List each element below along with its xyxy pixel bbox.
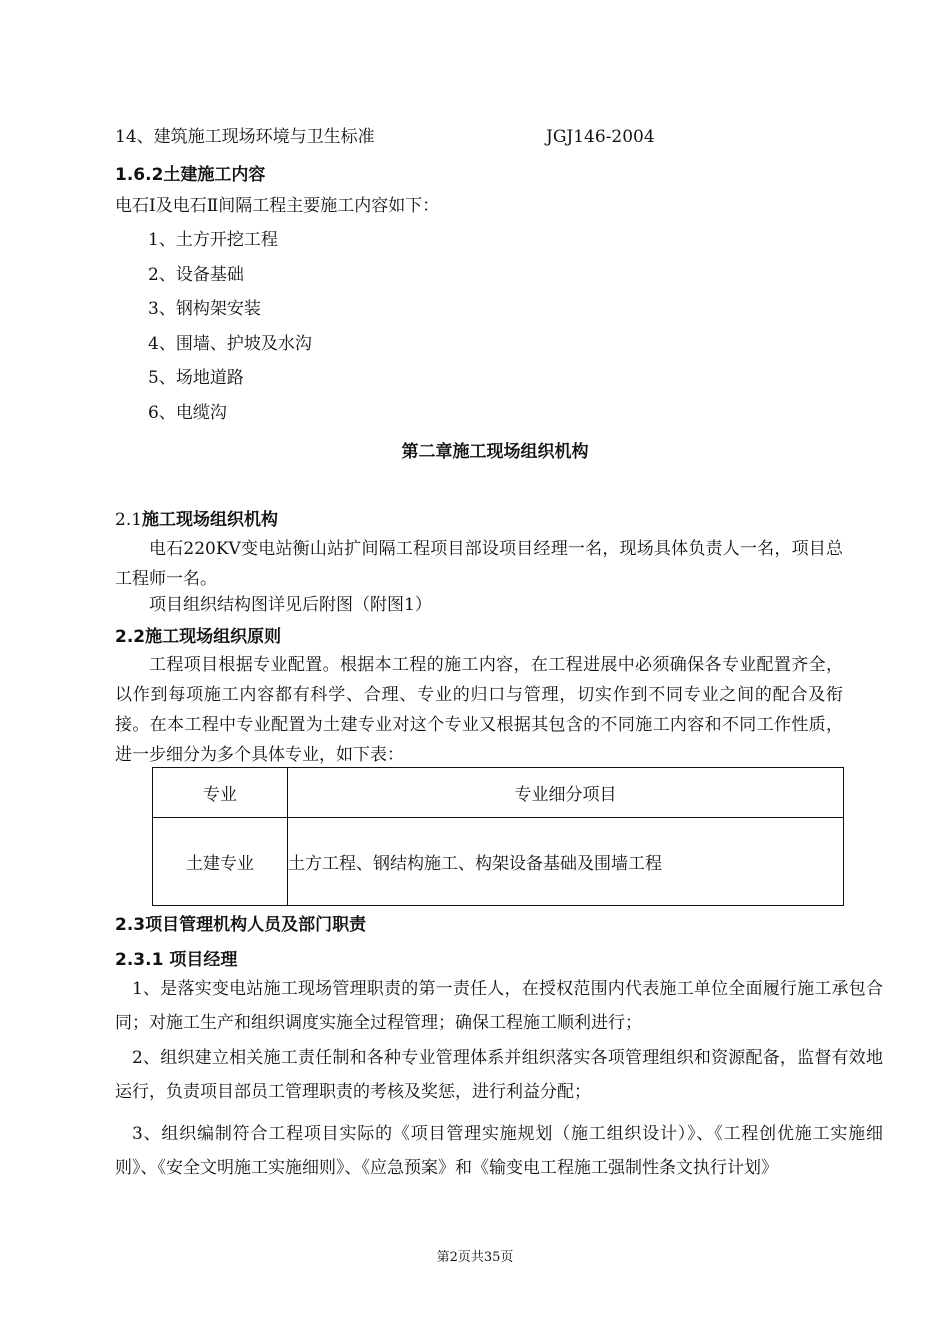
- page-footer: 第2页共35页: [436, 1250, 514, 1265]
- duty-paragraph: 3、组织编制符合工程项目实际的《项目管理实施规划（施工组织设计）》、《工程创优施工实施细则》、《安全文明施工实施细则》、《应急预案》和《输变电工程施工强制性条文执行计划》: [115, 1124, 883, 1178]
- section-2-1-paragraph: 电石220KV变电站衡山站扩间隔工程项目部设项目经理一名，现场具体负责人一名，项目总工程师一名。: [115, 539, 843, 589]
- work-item: 1、土方开挖工程: [148, 230, 278, 250]
- duty-paragraph: 2、组织建立相关施工责任制和各种专业管理体系并组织落实各项管理组织和资源配备，监督有效地运行，负责项目部员工管理职责的考核及奖惩，进行利益分配；: [115, 1048, 883, 1102]
- standard-name: 14、建筑施工现场环境与卫生标准: [115, 127, 375, 147]
- section-2-2-paragraph: 工程项目根据专业配置。根据本工程的施工内容，在工程进展中必须确保各专业配置齐全，以作到每项施工内容都有科学、合理、专业的归口与管理，切实作到不同专业之间的配合及衔接。在本工程中专业配置为土建专业对这个专业又根据其包含的不同施工内容和不同工作性质，进一步细分为多个具体专业，如下表：: [115, 655, 843, 765]
- table-header-row: [153, 768, 844, 818]
- duty-paragraph: 1、是落实变电站施工现场管理职责的第一责任人，在授权范围内代表施工单位全面履行施工承包合同；对施工生产和组织调度实施全过程管理；确保工程施工顺利进行；: [115, 979, 883, 1033]
- work-item: 6、电缆沟: [148, 403, 227, 423]
- standard-code: JGJ146-2004: [546, 127, 655, 147]
- chapter-title: 第二章施工现场组织机构: [401, 442, 589, 462]
- table-header-cell: 专业细分项目: [288, 768, 844, 818]
- table-row: [153, 818, 844, 906]
- section-1-6-2-heading: 1.6.2土建施工内容: [115, 165, 266, 185]
- section-2-2-heading: 2.2施工现场组织原则: [115, 627, 282, 647]
- table-cell: 土建专业: [153, 818, 288, 906]
- section-1-6-2-intro: 电石Ⅰ及电石Ⅱ间隔工程主要施工内容如下：: [115, 196, 440, 216]
- work-item: 3、钢构架安装: [148, 299, 261, 319]
- table-cell: 土方工程、钢结构施工、构架设备基础及围墙工程: [288, 818, 844, 906]
- section-2-3-heading: 2.3项目管理机构人员及部门职责: [115, 915, 367, 935]
- work-item: 2、设备基础: [148, 265, 244, 285]
- section-2-3-1-heading: 2.3.1 项目经理: [115, 950, 238, 970]
- table-header-cell: 专业: [153, 768, 288, 818]
- section-title: 施工现场组织机构: [142, 510, 279, 530]
- work-item: 4、围墙、护坡及水沟: [148, 334, 312, 354]
- section-number: 2.1: [115, 510, 143, 530]
- specialty-table: [152, 767, 844, 906]
- section-2-1-note: 项目组织结构图详见后附图（附图1）: [149, 595, 432, 615]
- section-2-1-heading: [115, 505, 278, 531]
- work-item: 5、场地道路: [148, 368, 244, 388]
